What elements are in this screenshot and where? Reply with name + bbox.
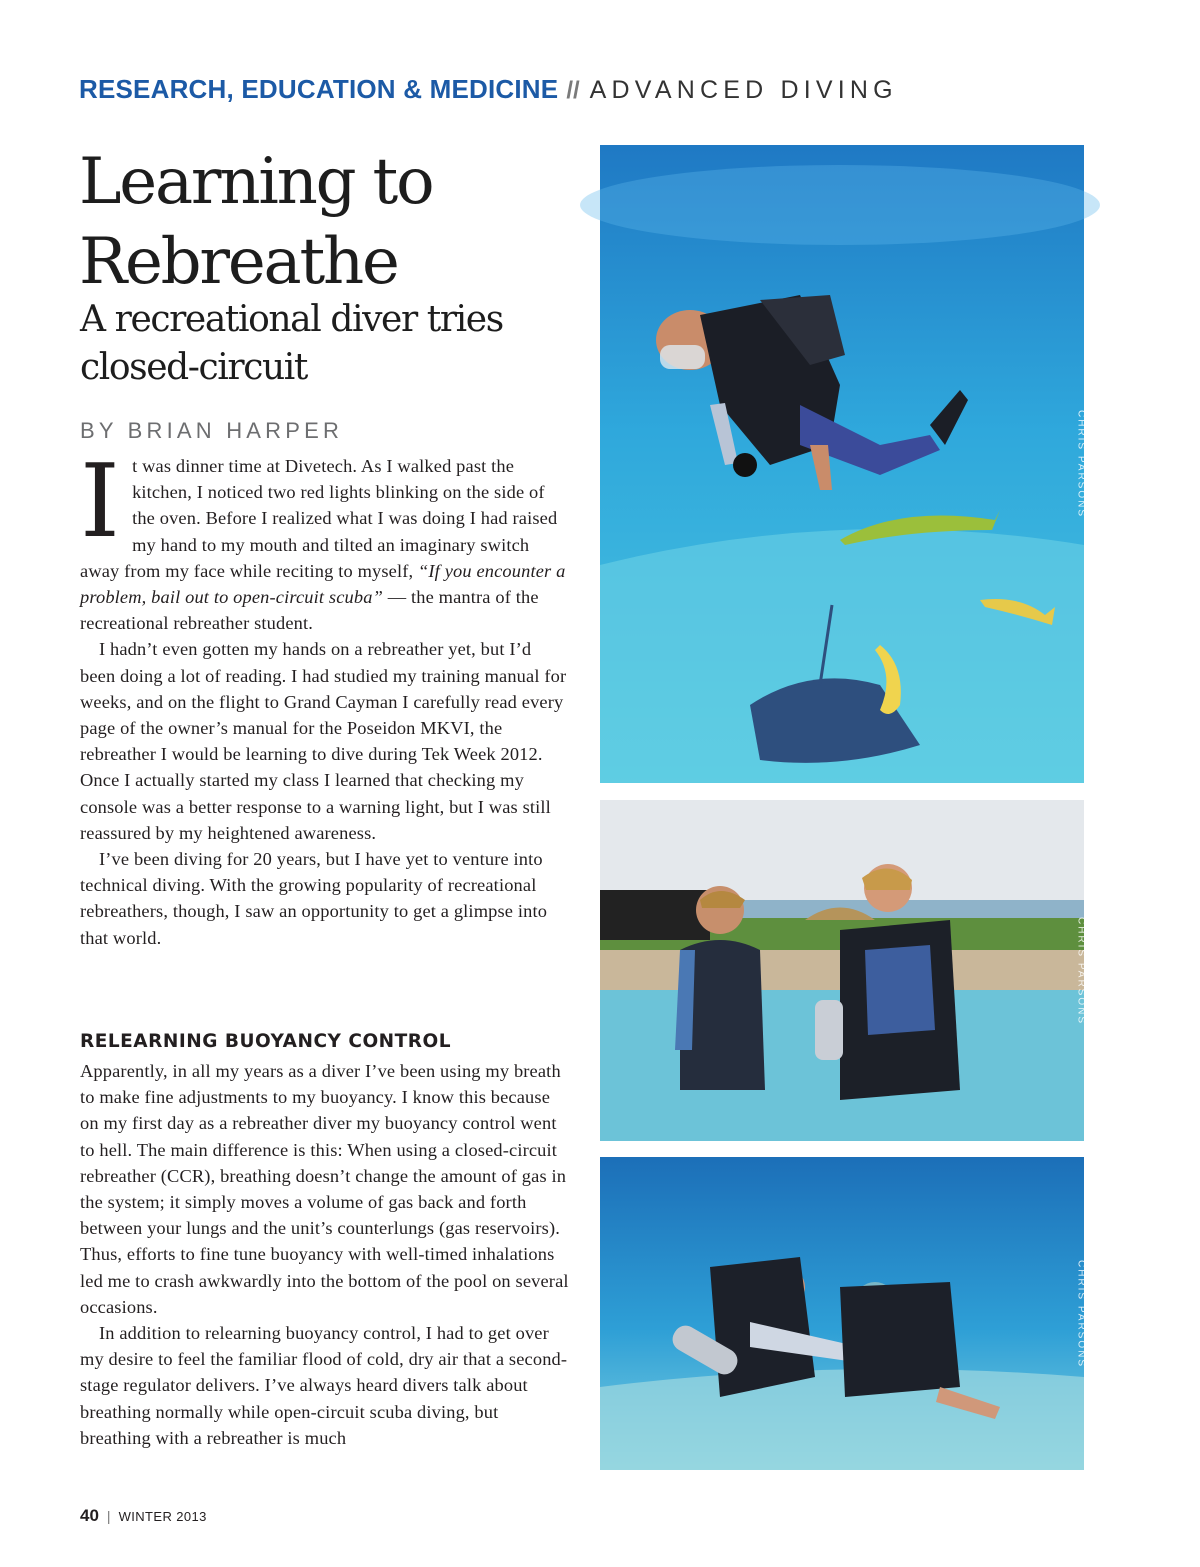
paragraph-2: I hadn’t even gotten my hands on a rebreather yet, but I’d been doing a lot of reading. I had studied my training manual for weeks, and on the flight to Grand Cayman I carefully read every page of the owner’s manual for the Poseidon MKVI, the rebreather I would be learning to dive during Tek Week 2012. Once I actually started my class I learned that checking my console was a better response to a warning light, but I was still reassured by my heightened awareness. <box>80 639 567 843</box>
byline: BY BRIAN HARPER <box>80 418 344 443</box>
footer-separator: | <box>106 1508 111 1524</box>
paragraph-4: Apparently, in all my years as a diver I’ve been using my breath to make fine adjustments to my buoyancy. I know this because on my first day as a rebreather diver my buoyancy control went to hell. The main difference is this: When using a closed-circuit rebreather (CCR), breathing doesn’t change the amount of gas in the system; it simply moves a volume of gas back and forth between your lungs and the unit’s counterlungs (gas reservoirs). Thus, efforts to fine tune buoyancy with well-timed inhalations led me to crash awkwardly into the bottom of the pool on several occasions. <box>80 1061 569 1317</box>
paragraph-1-quote: “If you encounter a problem, bail out to open-circuit scuba” <box>80 560 566 608</box>
article-body-intro <box>80 442 570 951</box>
section-label: RESEARCH, EDUCATION & MEDICINE <box>79 74 559 104</box>
paragraph-5: In addition to relearning buoyancy control, I had to get over my desire to feel the familiar flood of cold, dry air that a second-stage regulator delivers. I’ve always heard divers talk about breathing normally while open-circuit scuba diving, but breathing with a rebreather is much <box>80 1323 568 1448</box>
paragraph-1-start: t was dinner time at Divetech. As I walked past the kitchen, I noticed two red lights blinking on the side of the oven. Before I realized what I was doing I had raised my hand to my mouth and tilted an imaginary switch away from my face while reciting to myself, <box>80 456 558 581</box>
page-footer <box>80 1506 207 1526</box>
section-header <box>79 72 898 111</box>
article-body-buoyancy <box>80 1058 570 1451</box>
subheading: RELEARNING BUOYANCY CONTROL <box>80 1031 452 1052</box>
header-separator: // <box>566 77 580 104</box>
drop-cap: I <box>80 442 121 560</box>
paragraph-1 <box>80 442 570 636</box>
paragraph-3: I’ve been diving for 20 years, but I have yet to venture into technical diving. With the growing popularity of recreational rebreathers, though, I saw an opportunity to get a glimpse into that world. <box>80 849 548 948</box>
photo-divers-kneeling: CHRIS PARSONS <box>600 1157 1084 1470</box>
paragraph-1-end: — the mantra of the recreational rebreather student. <box>80 587 539 634</box>
article-title: Learning to Rebreathe <box>79 145 433 299</box>
topic-label: ADVANCED DIVING <box>589 76 898 104</box>
pool-scene-illustration <box>600 800 1084 1141</box>
article-subtitle: A recreational diver tries closed-circuit <box>80 299 503 388</box>
page-number: 40 <box>80 1506 99 1525</box>
underwater-diver-illustration <box>600 145 1084 783</box>
photo-diver-stingray: CHRIS PARSONS <box>600 145 1084 783</box>
issue-label: WINTER 2013 <box>118 1509 207 1524</box>
photo-pool-training: CHRIS PARSONS <box>600 800 1084 1141</box>
divers-on-sand-illustration <box>600 1157 1084 1470</box>
